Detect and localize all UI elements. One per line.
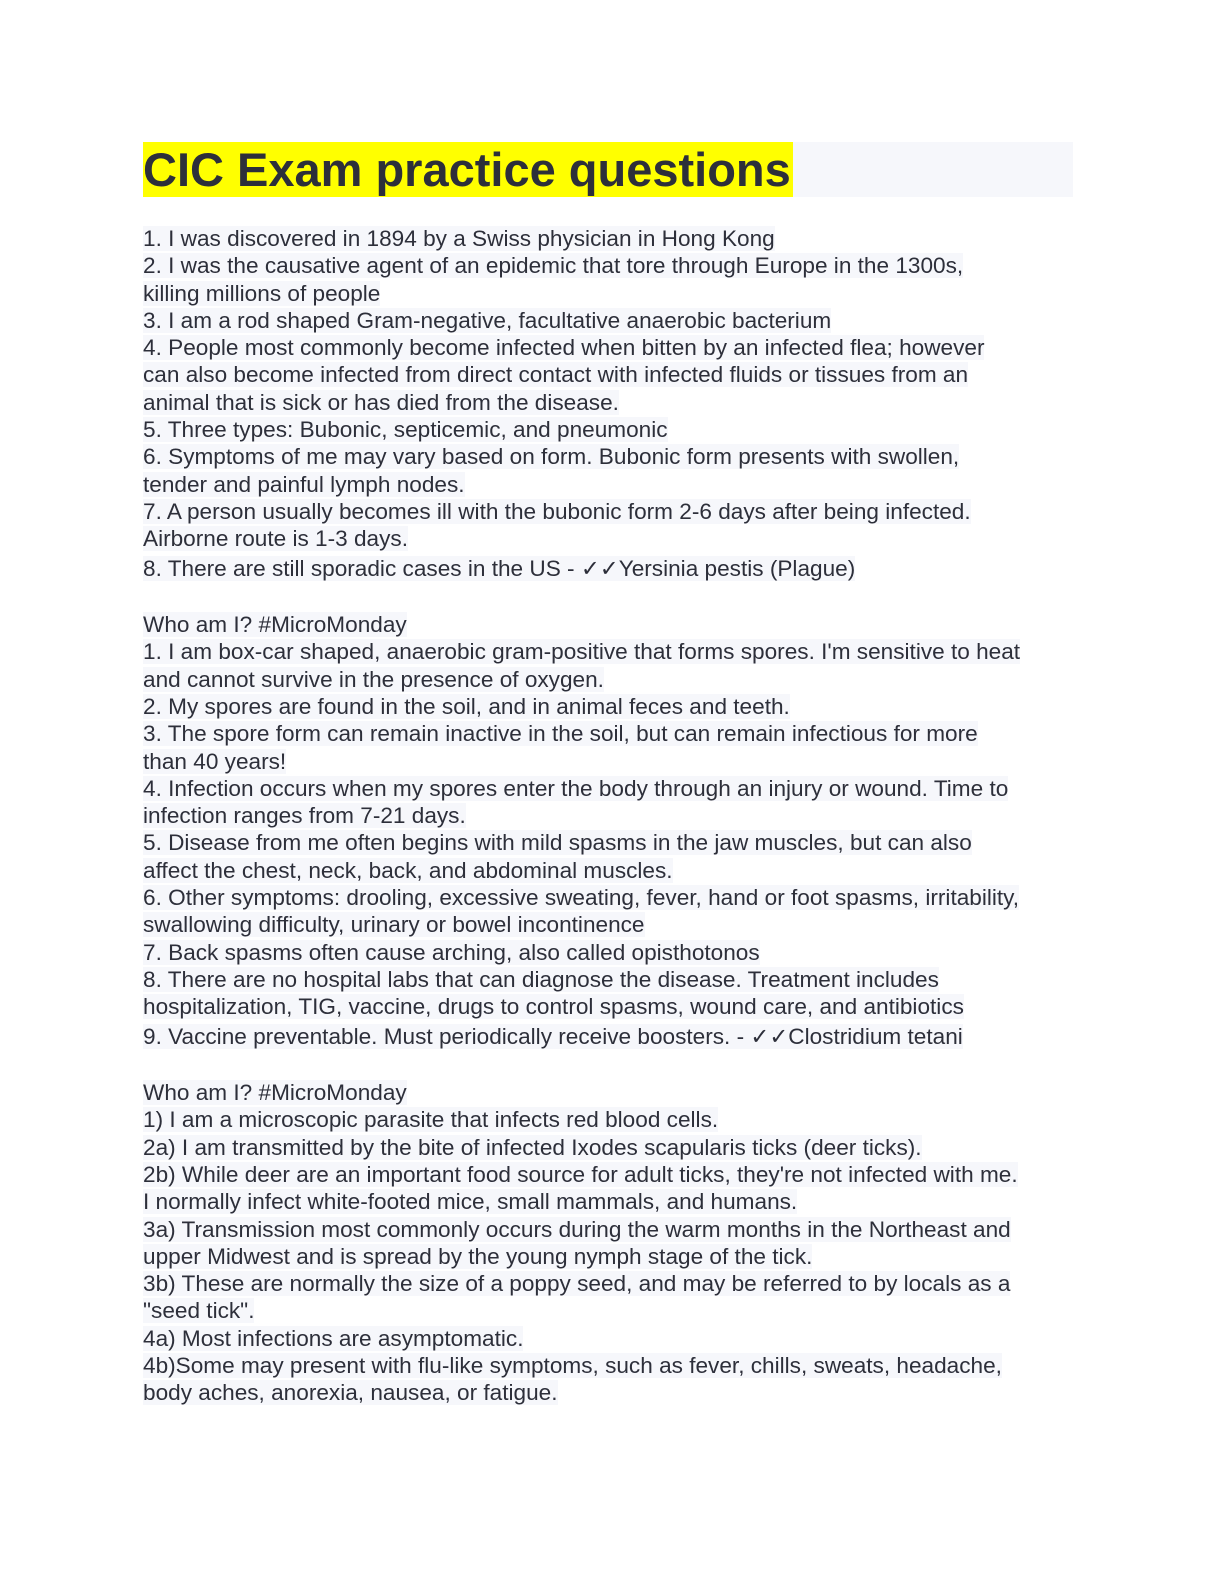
- question-line: [143, 666, 1073, 693]
- question-line-text: 4. Infection occurs when my spores enter the body through an injury or wound. Time to: [143, 775, 1009, 801]
- question-line: [143, 416, 1073, 443]
- question-line-text: 3. The spore form can remain inactive in the soil, but can remain infectious for more: [143, 721, 978, 747]
- question-block: [143, 225, 1073, 584]
- question-line-text: 4b)Some may present with flu-like symptoms, such as fever, chills, sweats, headache,: [143, 1352, 1002, 1378]
- question-line-text: 1. I am box-car shaped, anaerobic gram-positive that forms spores. I'm sensitive to heat: [143, 639, 1021, 665]
- question-line-text: 5. Disease from me often begins with mild spasms in the jaw muscles, but can also: [143, 830, 972, 856]
- answer-line-text: 9. Vaccine preventable. Must periodically receive boosters. - ✓✓Clostridium tetani: [143, 1023, 963, 1049]
- question-line-text: 4. People most commonly become infected when bitten by an infected flea; however: [143, 335, 985, 361]
- question-line: [143, 1297, 1073, 1324]
- question-line-text: I normally infect white-footed mice, small mammals, and humans.: [143, 1189, 798, 1215]
- question-line-text: hospitalization, TIG, vaccine, drugs to control spasms, wound care, and antibiotics: [143, 994, 964, 1020]
- question-line-text: tender and painful lymph nodes.: [143, 471, 465, 497]
- question-line: [143, 638, 1073, 665]
- question-line: [143, 361, 1073, 388]
- question-line-text: 5. Three types: Bubonic, septicemic, and pneumonic: [143, 417, 668, 443]
- page-title: CIC Exam practice questions: [143, 143, 791, 196]
- question-line: [143, 1352, 1073, 1379]
- question-block: [143, 1079, 1073, 1407]
- question-line-text: 1. I was discovered in 1894 by a Swiss physician in Hong Kong: [143, 226, 775, 251]
- question-line: [143, 252, 1073, 279]
- question-line: [143, 1106, 1073, 1133]
- question-line-text: 3. I am a rod shaped Gram-negative, facultative anaerobic bacterium: [143, 307, 832, 333]
- question-line: [143, 389, 1073, 416]
- question-line: [143, 829, 1073, 856]
- question-line: [143, 911, 1073, 938]
- answer-line: [143, 554, 1073, 584]
- question-line-text: than 40 years!: [143, 748, 287, 774]
- question-line: [143, 1188, 1073, 1215]
- question-line: [143, 939, 1073, 966]
- question-line-text: 8. There are no hospital labs that can diagnose the disease. Treatment includes: [143, 966, 939, 992]
- question-line-text: and cannot survive in the presence of oxygen.: [143, 666, 604, 692]
- title-band: [143, 142, 1073, 197]
- question-line: [143, 307, 1073, 334]
- question-line: [143, 1270, 1073, 1297]
- question-line-text: affect the chest, neck, back, and abdominal muscles.: [143, 857, 673, 883]
- question-line: [143, 443, 1073, 470]
- question-line: [143, 857, 1073, 884]
- question-line: [143, 1134, 1073, 1161]
- question-line-text: 2. My spores are found in the soil, and in animal feces and teeth.: [143, 693, 790, 719]
- section-heading: [143, 1079, 1073, 1106]
- question-line-text: animal that is sick or has died from the disease.: [143, 389, 619, 415]
- question-line-text: swallowing difficulty, urinary or bowel incontinence: [143, 912, 645, 938]
- question-line-text: 3a) Transmission most commonly occurs during the warm months in the Northeast and: [143, 1216, 1011, 1242]
- question-line: [143, 748, 1073, 775]
- question-line: [143, 1325, 1073, 1352]
- question-line: [143, 1216, 1073, 1243]
- question-line: [143, 993, 1073, 1020]
- question-line-text: 6. Symptoms of me may vary based on form. Bubonic form presents with swollen,: [143, 444, 960, 470]
- question-sections: [143, 225, 1073, 1407]
- question-line-text: 2. I was the causative agent of an epidemic that tore through Europe in the 1300s,: [143, 253, 964, 279]
- question-line: [143, 280, 1073, 307]
- question-line-text: can also become infected from direct contact with infected fluids or tissues from an: [143, 362, 969, 388]
- question-line: [143, 1379, 1073, 1406]
- question-line-text: "seed tick".: [143, 1298, 255, 1324]
- question-line-text: 2b) While deer are an important food source for adult ticks, they're not infected with me.: [143, 1161, 1018, 1187]
- question-line: [143, 525, 1073, 552]
- question-line-text: 4a) Most infections are asymptomatic.: [143, 1325, 524, 1351]
- question-line: [143, 775, 1073, 802]
- question-line-text: 1) I am a microscopic parasite that infects red blood cells.: [143, 1107, 719, 1133]
- answer-line: [143, 1022, 1073, 1052]
- section-heading: [143, 611, 1073, 638]
- question-line-text: 3b) These are normally the size of a poppy seed, and may be referred to by locals as a: [143, 1271, 1011, 1297]
- question-line-text: 6. Other symptoms: drooling, excessive sweating, fever, hand or foot spasms, irritability,: [143, 885, 1020, 911]
- question-line-text: 7. A person usually becomes ill with the bubonic form 2-6 days after being infected.: [143, 498, 971, 524]
- question-line: [143, 720, 1073, 747]
- section-heading-text: Who am I? #MicroMonday: [143, 1080, 407, 1106]
- section-heading-text: Who am I? #MicroMonday: [143, 612, 407, 638]
- question-line: [143, 884, 1073, 911]
- question-line-text: body aches, anorexia, nausea, or fatigue.: [143, 1380, 558, 1406]
- question-line-text: Airborne route is 1-3 days.: [143, 526, 408, 552]
- answer-line-text: 8. There are still sporadic cases in the US - ✓✓Yersinia pestis (Plague): [143, 555, 856, 581]
- question-line: [143, 802, 1073, 829]
- question-line-text: upper Midwest and is spread by the young nymph stage of the tick.: [143, 1243, 813, 1269]
- question-line: [143, 966, 1073, 993]
- question-line: [143, 471, 1073, 498]
- document-page: [143, 142, 1073, 1434]
- question-line-text: infection ranges from 7-21 days.: [143, 803, 466, 829]
- question-line: [143, 1161, 1073, 1188]
- question-line: [143, 498, 1073, 525]
- question-line: [143, 693, 1073, 720]
- question-line-text: 2a) I am transmitted by the bite of infected Ixodes scapularis ticks (deer ticks).: [143, 1134, 922, 1160]
- question-line: [143, 334, 1073, 361]
- question-line-text: killing millions of people: [143, 280, 381, 306]
- question-line: [143, 225, 1073, 252]
- question-block: [143, 611, 1073, 1051]
- question-line-text: 7. Back spasms often cause arching, also called opisthotonos: [143, 939, 760, 965]
- question-line: [143, 1243, 1073, 1270]
